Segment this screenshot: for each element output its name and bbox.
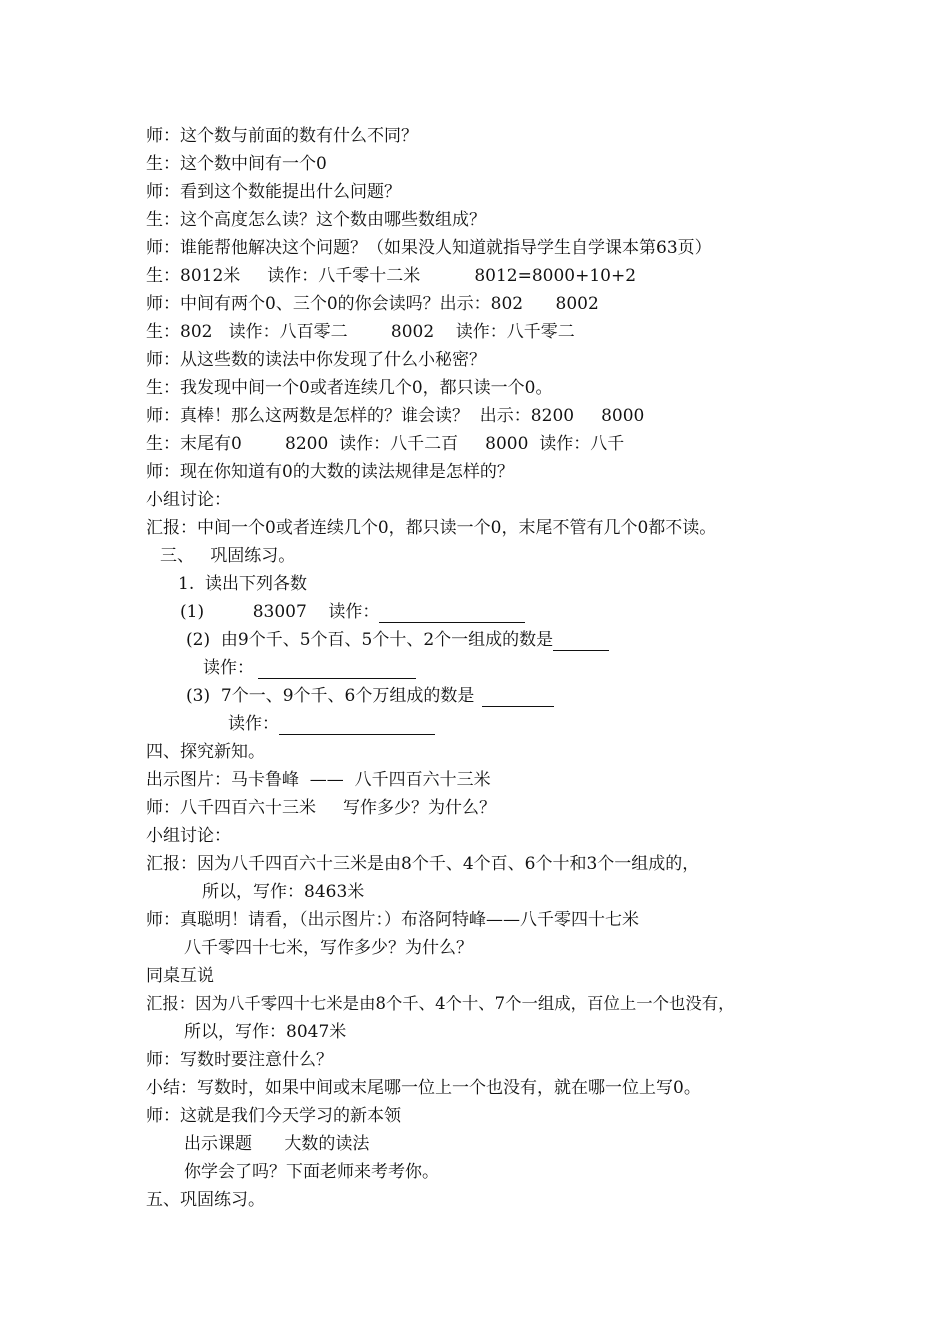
dialogue-line: 生：8012米 读作：八千零十二米 8012=8000+10+2 — [146, 266, 637, 286]
answer-blank[interactable] — [279, 716, 435, 735]
dialogue-line: 师：从这些数的读法中你发现了什么小秘密？ — [146, 350, 486, 370]
dialogue-line: 生：我发现中间一个0或者连续几个0，都只读一个0。 — [146, 378, 553, 398]
exercise-item — [203, 657, 416, 679]
text-line: 同桌互说 — [146, 966, 214, 986]
section-heading: 四、探究新知。 — [146, 742, 265, 762]
text-line: 小组讨论： — [146, 826, 231, 846]
exercise-text: (2) 由9个千、5个百、5个十、2个一组成的数是 — [186, 630, 554, 650]
exercise-text: (3) 7个一、9个千、6个万组成的数是 — [186, 686, 475, 706]
dialogue-line: 师：现在你知道有0的大数的读法规律是怎样的？ — [146, 462, 514, 482]
exercise-item — [180, 601, 525, 623]
exercise-heading: 1. 读出下列各数 — [178, 574, 308, 594]
text-line: 小结：写数时，如果中间或末尾哪一位上一个也没有，就在哪一位上写0。 — [146, 1078, 701, 1098]
section-heading: 五、巩固练习。 — [146, 1190, 265, 1210]
dialogue-line: 师：中间有两个0、三个0的你会读吗？出示：802 8002 — [146, 294, 599, 314]
dialogue-line: 生：802 读作：八百零二 8002 读作：八千零二 — [146, 322, 575, 342]
text-line: 汇报：因为八千四百六十三米是由8个千、4个百、6个十和3个一组成的， — [146, 854, 700, 874]
text-line: 汇报：因为八千零四十七米是由8个千、4个十、7个一组成，百位上一个也没有， — [146, 994, 735, 1013]
dialogue-line: 师：真棒！那么这两数是怎样的？谁会读？ 出示：8200 8000 — [146, 406, 645, 426]
dialogue-line: 师：这个数与前面的数有什么不同？ — [146, 126, 418, 146]
text-line: 所以，写作：8463米 — [202, 882, 365, 902]
text-line: 出示图片：马卡鲁峰 —— 八千四百六十三米 — [146, 770, 491, 790]
exercise-item — [228, 713, 435, 735]
answer-blank[interactable] — [482, 688, 554, 707]
exercise-item — [186, 629, 609, 651]
text-line: 小组讨论： — [146, 490, 231, 510]
text-line: 你学会了吗？下面老师来考考你。 — [184, 1162, 439, 1182]
exercise-item — [186, 685, 554, 707]
dialogue-line: 师：这就是我们今天学习的新本领 — [146, 1106, 401, 1126]
dialogue-line: 师：真聪明！请看，（出示图片：）布洛阿特峰——八千零四十七米 — [146, 910, 639, 930]
dialogue-line: 生：末尾有0 8200 读作：八千二百 8000 读作：八千 — [146, 434, 625, 454]
answer-blank[interactable] — [379, 604, 525, 623]
dialogue-line: 生：这个数中间有一个0 — [146, 154, 327, 174]
dialogue-line: 生：这个高度怎么读？这个数由哪些数组成？ — [146, 210, 486, 230]
dialogue-line: 师：写数时要注意什么？ — [146, 1050, 333, 1070]
exercise-text: 读作： — [228, 714, 279, 734]
section-heading: 三、 巩固练习。 — [160, 546, 296, 566]
text-line: 所以，写作：8047米 — [184, 1022, 347, 1042]
text-line: 八千零四十七米，写作多少？为什么？ — [184, 938, 473, 958]
text-line: 汇报：中间一个0或者连续几个0，都只读一个0，末尾不管有几个0都不读。 — [146, 518, 717, 538]
dialogue-line: 师：看到这个数能提出什么问题？ — [146, 182, 401, 202]
exercise-text: (1) 83007 读作： — [180, 602, 380, 622]
dialogue-line: 师：八千四百六十三米 写作多少？为什么？ — [146, 798, 497, 818]
answer-blank[interactable] — [258, 660, 416, 679]
dialogue-line: 师：谁能帮他解决这个问题？（如果没人知道就指导学生自学课本第63页） — [146, 238, 712, 258]
answer-blank[interactable] — [553, 632, 609, 651]
text-line: 出示课题 大数的读法 — [184, 1134, 370, 1154]
exercise-text: 读作： — [203, 658, 254, 678]
